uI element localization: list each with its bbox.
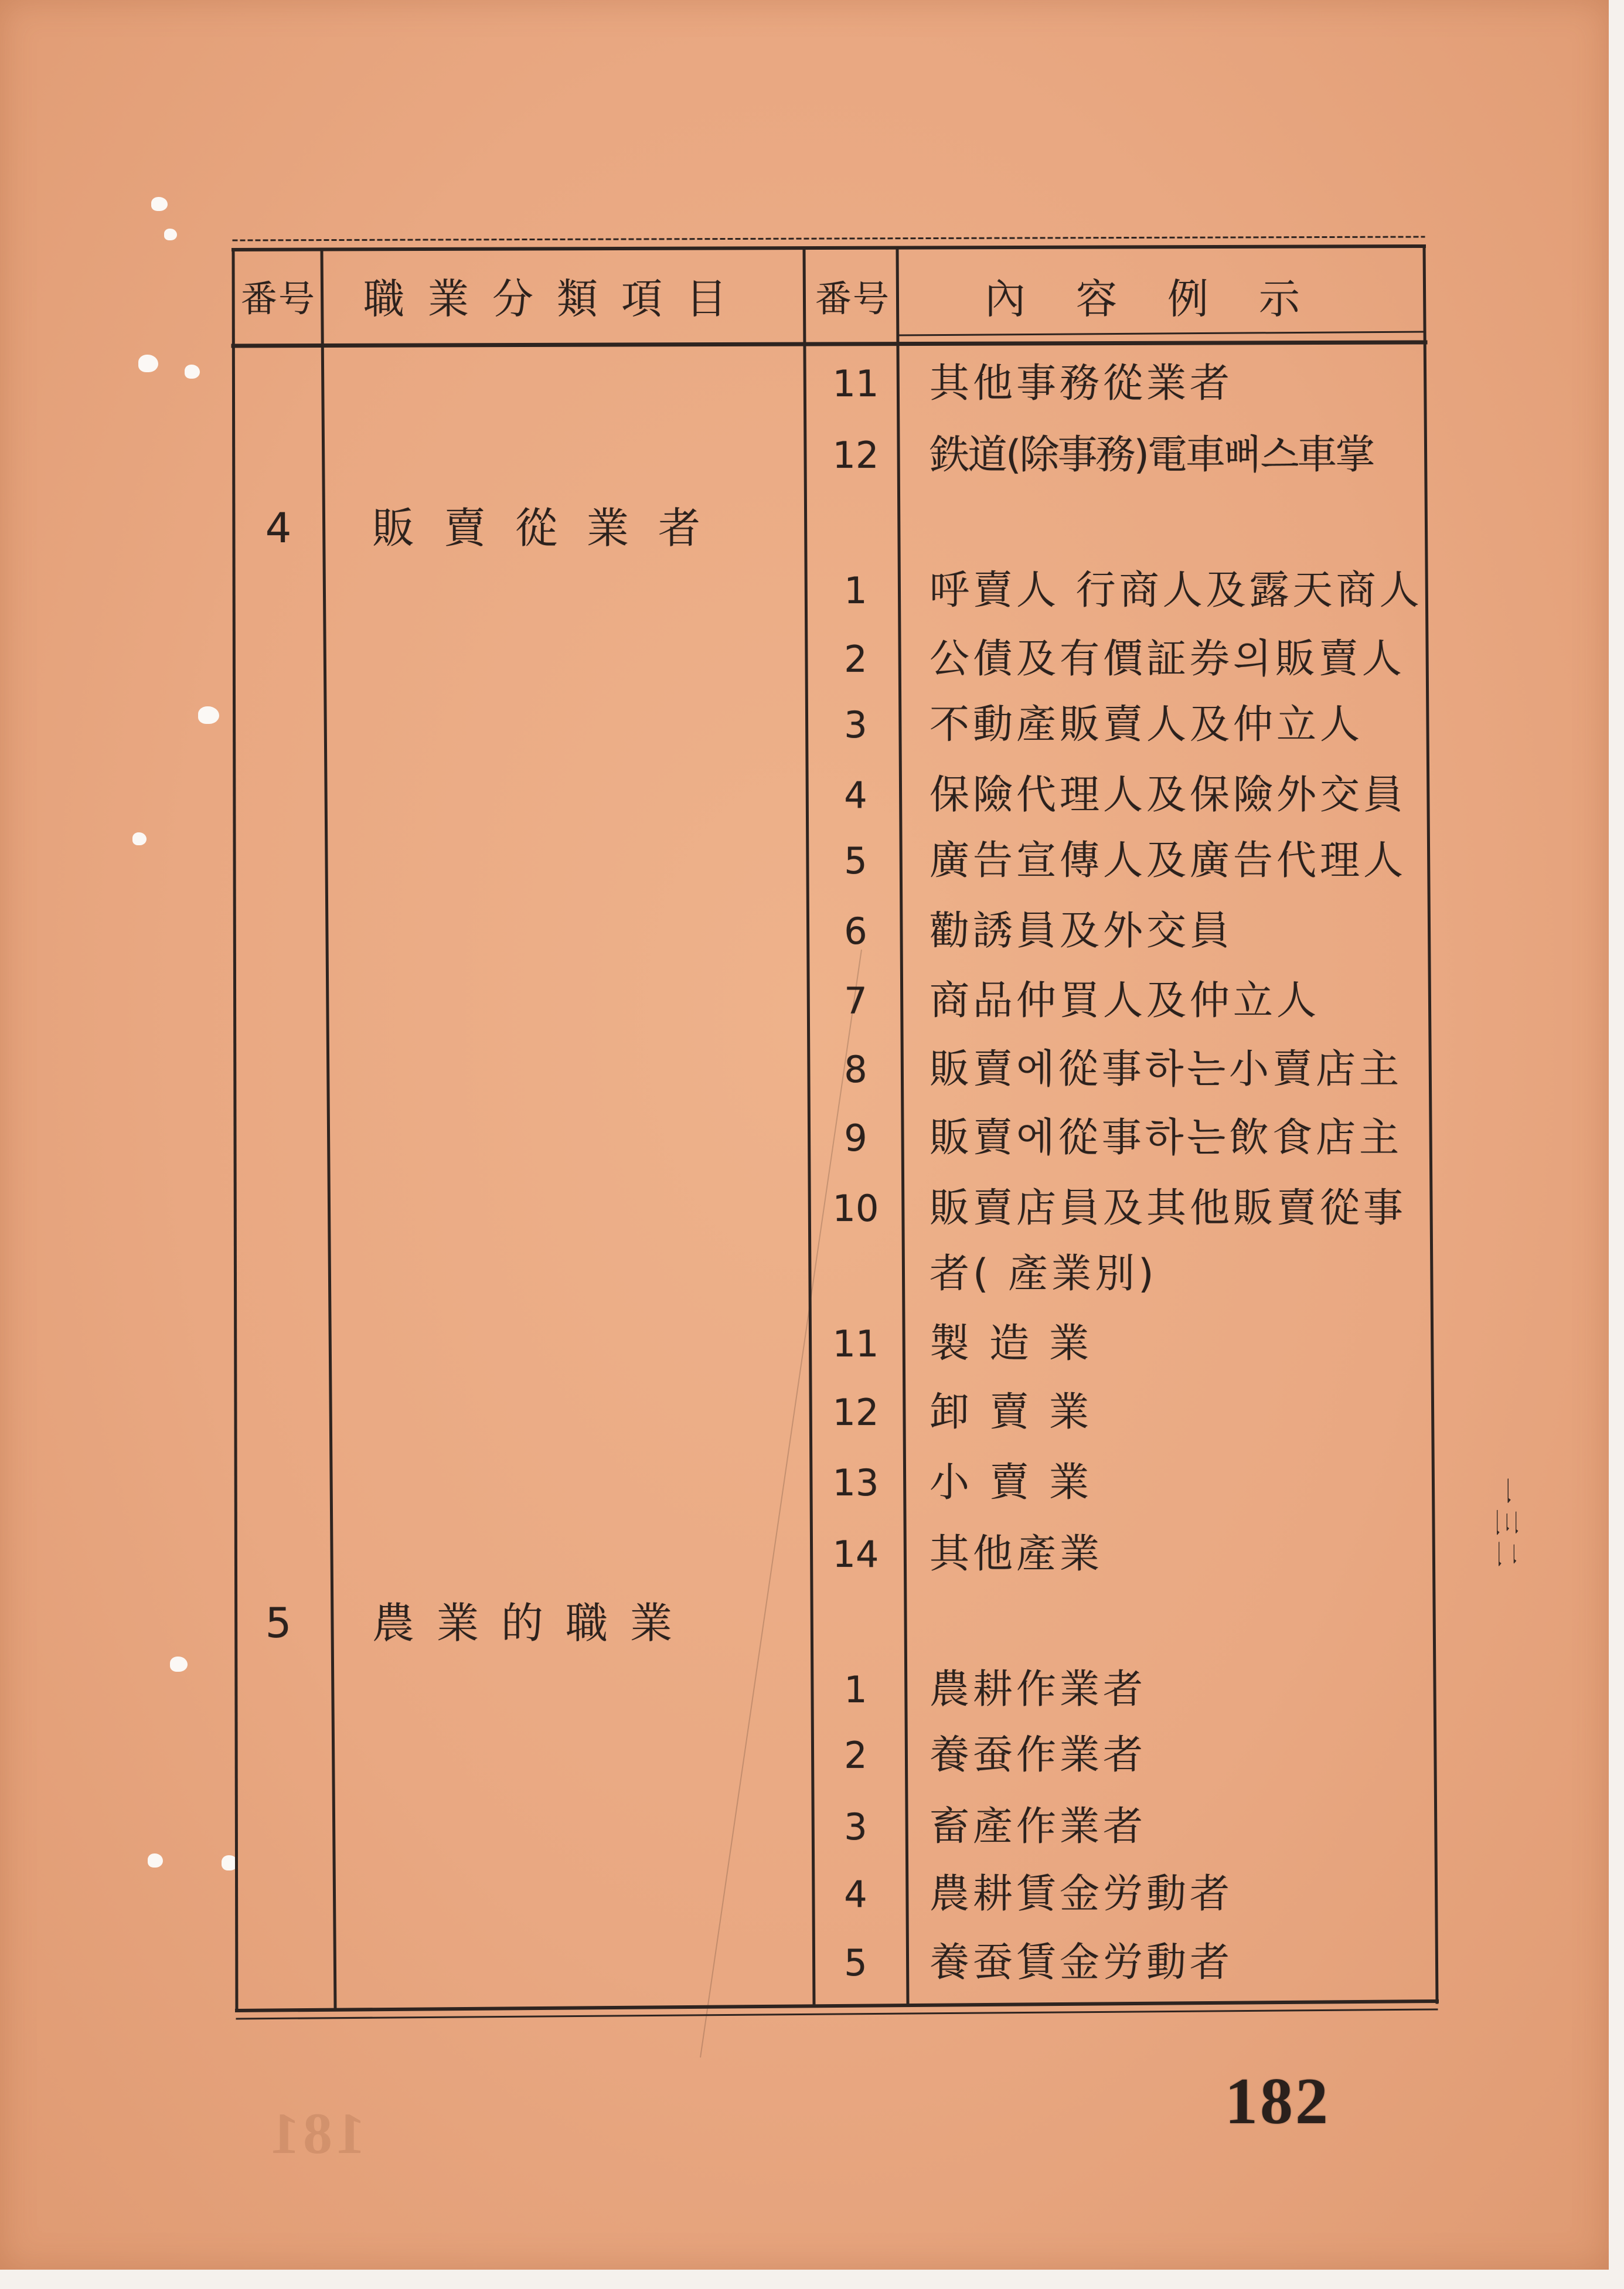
table-row (0, 1112, 1442, 1165)
item-example: 勸誘員及外交員 (930, 908, 1234, 954)
table-row (0, 1182, 1442, 1235)
table-row (0, 1043, 1442, 1096)
table-row (0, 975, 1442, 1028)
item-number: 2 (844, 1734, 867, 1777)
header-inner-rule (897, 332, 1425, 335)
item-example: 農耕作業者 (930, 1666, 1147, 1713)
table-row (0, 1801, 1442, 1853)
item-number: 9 (844, 1117, 867, 1159)
table-row (0, 1457, 1442, 1509)
item-number: 4 (844, 1873, 867, 1916)
item-number: 3 (844, 1805, 867, 1848)
item-example: 公債及有價証券의販賣人 (930, 636, 1405, 682)
category-number: 5 (265, 1599, 292, 1647)
table-row (0, 699, 1442, 751)
category-row (0, 502, 1442, 555)
table-row (0, 429, 1442, 482)
table-row (0, 1528, 1442, 1581)
item-example: 呼賣人 行商人及露天商人 (930, 567, 1423, 614)
item-example: 鉄道(除事務)電車뻐스車掌 (930, 432, 1374, 478)
item-example: 廣告宣傳人及廣告代理人 (930, 838, 1407, 884)
category-title: 販賣從業者 (372, 504, 730, 553)
item-number: 14 (832, 1533, 879, 1576)
table-top-dotted-rule (233, 237, 1424, 240)
table-row (0, 769, 1442, 822)
item-example: 販賣에從事하는小賣店主 (930, 1046, 1403, 1093)
item-number: 13 (832, 1461, 879, 1504)
table-row (0, 564, 1442, 617)
item-example: 販賣店員及其他販賣從事 (930, 1185, 1407, 1232)
item-number: 1 (844, 569, 867, 612)
item-example: 其他事務從業者 (930, 360, 1234, 407)
header-item-number: 番号 (815, 277, 890, 320)
header-bottom-rule (233, 342, 1425, 346)
category-number: 4 (265, 504, 292, 552)
item-example: 商品仲買人及仲立人 (930, 978, 1320, 1024)
item-example: 保險代理人及保險外交員 (930, 772, 1407, 818)
table-row (0, 1729, 1442, 1782)
item-number: 5 (844, 839, 867, 882)
item-example: 養蚕作業者 (930, 1732, 1147, 1778)
item-number: 11 (832, 362, 879, 405)
item-number: 12 (832, 1391, 879, 1434)
item-example: 農耕賃金労動者 (930, 1871, 1234, 1917)
table-row (0, 1937, 1442, 1989)
item-number: 5 (844, 1941, 867, 1984)
item-example: 其他產業 (930, 1531, 1104, 1577)
item-example-continued: 者( 產業別) (930, 1251, 1157, 1297)
header-examples: 內容例示 (985, 275, 1350, 323)
category-title: 農業的職業 (372, 1598, 695, 1648)
header-number: 番号 (240, 277, 316, 320)
header-occupation-category: 職業分類項目 (363, 275, 750, 323)
item-number: 6 (844, 910, 867, 953)
item-number: 8 (844, 1048, 867, 1091)
table-row (0, 358, 1442, 410)
table-row (0, 1868, 1442, 1921)
table-row (0, 1664, 1442, 1716)
item-example: 畜產作業者 (930, 1804, 1147, 1850)
item-example: 卸賣業 (930, 1389, 1109, 1436)
category-row (0, 1597, 1442, 1649)
item-number: 3 (844, 703, 867, 746)
item-number: 4 (844, 774, 867, 817)
table-top-rule (233, 246, 1424, 250)
item-number: 1 (844, 1668, 867, 1711)
table-row (0, 835, 1442, 887)
table-row (0, 1318, 1442, 1370)
item-example: 販賣에從事하는飲食店主 (930, 1115, 1403, 1161)
item-example: 小賣業 (930, 1460, 1109, 1506)
item-example: 製造業 (930, 1321, 1109, 1367)
item-example: 不動產販賣人及仲立人 (930, 702, 1364, 748)
table-row (0, 1386, 1442, 1439)
item-number: 11 (832, 1322, 879, 1365)
table-row (0, 905, 1442, 958)
item-number: 10 (832, 1187, 879, 1230)
bleed-through-page-number: 181 (267, 2101, 365, 2166)
table-bottom-rule (237, 2001, 1437, 2011)
item-number: 12 (832, 434, 879, 477)
table-row (0, 633, 1442, 686)
item-number: 2 (844, 638, 867, 681)
stamped-page-number: 182 (1225, 2065, 1330, 2138)
item-number: 7 (844, 979, 867, 1022)
item-example: 養蚕賃金労動者 (930, 1940, 1234, 1986)
margin-page-mark: 一三二 (1490, 1477, 1522, 1572)
table-row-continuation (0, 1248, 1442, 1301)
